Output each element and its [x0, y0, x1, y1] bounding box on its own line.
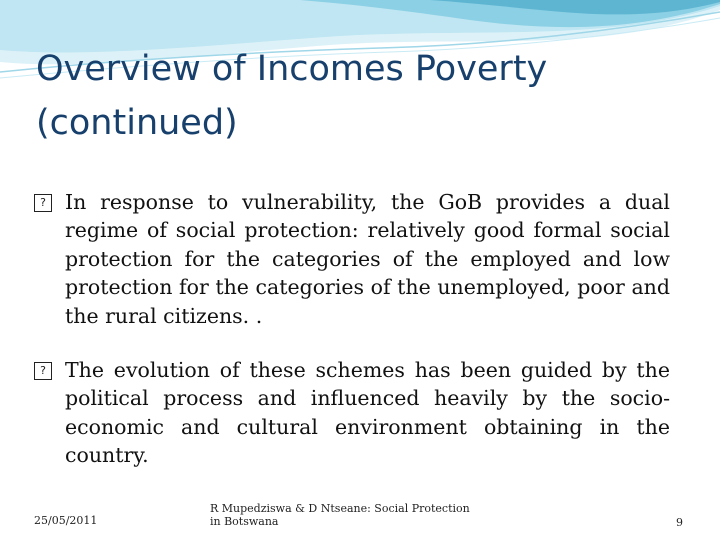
bullet-item — [34, 356, 670, 470]
footer-date: 25/05/2011 — [34, 514, 98, 527]
slide-title — [36, 42, 676, 150]
title-line-1: Overview of Incomes Poverty — [36, 49, 548, 89]
bullet-text: The evolution of these schemes has been guided by the political process and influenced heavily by the socio-economic and cultural environment obtaining in the country. — [65, 358, 670, 468]
bullet-marker-icon: ? — [34, 362, 52, 380]
bullet-text: In response to vulnerability, the GoB provides a dual regime of social protection: relatively good formal social protection for the categories of the employed and low protection for the categories of the unemployed, poor and the rural citizens. . — [65, 190, 670, 328]
bullet-item — [34, 188, 670, 330]
bullet-list — [34, 188, 670, 496]
footer-page-number: 9 — [676, 516, 683, 529]
bullet-marker-icon: ? — [34, 194, 52, 212]
title-line-2: (continued) — [36, 103, 238, 143]
footer-author: R Mupedziswa & D Ntseane: Social Protection in Botswana — [210, 502, 470, 528]
